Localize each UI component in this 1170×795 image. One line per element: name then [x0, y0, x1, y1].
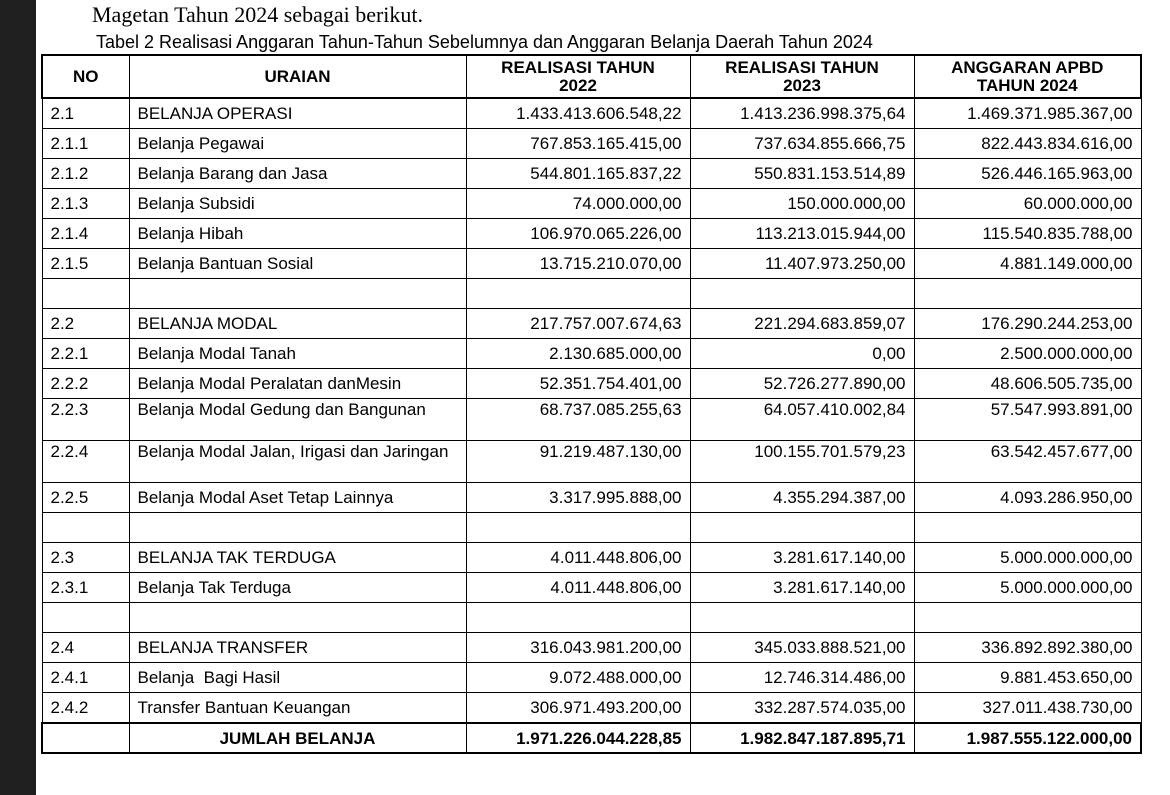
cell-no: 2.1.1 [42, 129, 129, 159]
header-realisasi-2022-line1: REALISASI TAHUN [501, 57, 655, 77]
cell-uraian: Belanja Barang dan Jasa [129, 159, 466, 189]
header-realisasi-2023 [690, 55, 914, 98]
empty-cell [466, 603, 690, 633]
table-row [42, 399, 1141, 441]
cell-no: 2.4 [42, 633, 129, 663]
cell-realisasi-2022: 9.072.488.000,00 [466, 663, 690, 693]
table-row [42, 219, 1141, 249]
cell-no: 2.1.4 [42, 219, 129, 249]
cell-realisasi-2023: 0,00 [690, 339, 914, 369]
cell-uraian: Belanja Subsidi [129, 189, 466, 219]
cell-realisasi-2022: 2.130.685.000,00 [466, 339, 690, 369]
cell-realisasi-2022: 544.801.165.837,22 [466, 159, 690, 189]
empty-cell [466, 513, 690, 543]
cell-realisasi-2023: 4.355.294.387,00 [690, 483, 914, 513]
cell-no: 2.2.3 [42, 399, 129, 441]
cell-no: 2.4.2 [42, 693, 129, 724]
header-realisasi-2023-line2: 2023 [783, 75, 821, 95]
empty-cell [914, 279, 1141, 309]
cell-anggaran-2024: 57.547.993.891,00 [914, 399, 1141, 441]
table-row [42, 189, 1141, 219]
left-dark-margin [0, 0, 36, 795]
cell-no: 2.1.2 [42, 159, 129, 189]
cell-no: 2.2.2 [42, 369, 129, 399]
cell-realisasi-2022: 106.970.065.226,00 [466, 219, 690, 249]
cell-no: 2.1.5 [42, 249, 129, 279]
cell-anggaran-2024: 60.000.000,00 [914, 189, 1141, 219]
header-anggaran-2024 [914, 55, 1141, 98]
empty-cell [690, 513, 914, 543]
cell-anggaran-2024: 822.443.834.616,00 [914, 129, 1141, 159]
cell-anggaran-2024: 2.500.000.000,00 [914, 339, 1141, 369]
cell-realisasi-2022: 52.351.754.401,00 [466, 369, 690, 399]
cell-uraian: Belanja Modal Gedung dan Bangunan [129, 399, 466, 441]
empty-cell [129, 513, 466, 543]
empty-cell [129, 279, 466, 309]
spacer-row [42, 603, 1141, 633]
table-row [42, 483, 1141, 513]
cell-no: 2.3.1 [42, 573, 129, 603]
cell-uraian: BELANJA MODAL [129, 309, 466, 339]
cell-realisasi-2023: 550.831.153.514,89 [690, 159, 914, 189]
cell-uraian: Belanja Hibah [129, 219, 466, 249]
cell-realisasi-2022: 306.971.493.200,00 [466, 693, 690, 724]
cell-uraian: Transfer Bantuan Keuangan [129, 693, 466, 724]
cell-anggaran-2024: 1.469.371.985.367,00 [914, 98, 1141, 129]
cell-anggaran-2024: 63.542.457.677,00 [914, 441, 1141, 483]
cell-realisasi-2023: 12.746.314.486,00 [690, 663, 914, 693]
header-anggaran-2024-line1: ANGGARAN APBD [951, 57, 1104, 77]
header-realisasi-2022-line2: 2022 [559, 75, 597, 95]
total-row [42, 723, 1141, 753]
cell-uraian: Belanja Bantuan Sosial [129, 249, 466, 279]
budget-table [41, 54, 1142, 754]
table-caption: Tabel 2 Realisasi Anggaran Tahun-Tahun Sebelumnya dan Anggaran Belanja Daerah Tahun 2024 [96, 32, 873, 52]
empty-cell [914, 603, 1141, 633]
table-row [42, 693, 1141, 724]
cell-realisasi-2023: 345.033.888.521,00 [690, 633, 914, 663]
header-anggaran-2024-line2: TAHUN 2024 [976, 75, 1078, 95]
spacer-row [42, 513, 1141, 543]
cell-no: 2.2.4 [42, 441, 129, 483]
cell-uraian: BELANJA OPERASI [129, 98, 466, 129]
intro-text: Magetan Tahun 2024 sebagai berikut. [92, 2, 424, 27]
cell-realisasi-2022: 316.043.981.200,00 [466, 633, 690, 663]
cell-realisasi-2022: 91.219.487.130,00 [466, 441, 690, 483]
cell-realisasi-2022: 217.757.007.674,63 [466, 309, 690, 339]
cell-realisasi-2023: 113.213.015.944,00 [690, 219, 914, 249]
table-row [42, 441, 1141, 483]
total-realisasi-2022: 1.971.226.044.228,85 [466, 723, 690, 753]
cell-anggaran-2024: 5.000.000.000,00 [914, 573, 1141, 603]
cell-realisasi-2022: 4.011.448.806,00 [466, 543, 690, 573]
cell-realisasi-2022: 3.317.995.888,00 [466, 483, 690, 513]
cell-anggaran-2024: 4.093.286.950,00 [914, 483, 1141, 513]
empty-cell [129, 603, 466, 633]
empty-cell [42, 279, 129, 309]
empty-cell [42, 603, 129, 633]
cell-realisasi-2023: 737.634.855.666,75 [690, 129, 914, 159]
total-anggaran-2024: 1.987.555.122.000,00 [914, 723, 1141, 753]
cell-no: 2.2.1 [42, 339, 129, 369]
cell-realisasi-2022: 767.853.165.415,00 [466, 129, 690, 159]
cell-anggaran-2024: 336.892.892.380,00 [914, 633, 1141, 663]
cell-uraian: Belanja Tak Terduga [129, 573, 466, 603]
total-realisasi-2023: 1.982.847.187.895,71 [690, 723, 914, 753]
cell-realisasi-2023: 52.726.277.890,00 [690, 369, 914, 399]
cell-realisasi-2023: 3.281.617.140,00 [690, 573, 914, 603]
table-row [42, 98, 1141, 129]
cell-anggaran-2024: 4.881.149.000,00 [914, 249, 1141, 279]
table-row [42, 249, 1141, 279]
header-no: NO [42, 55, 129, 98]
cell-realisasi-2023: 64.057.410.002,84 [690, 399, 914, 441]
empty-cell [42, 513, 129, 543]
cell-uraian: BELANJA TAK TERDUGA [129, 543, 466, 573]
cell-uraian: Belanja Modal Peralatan danMesin [129, 369, 466, 399]
header-realisasi-2022 [466, 55, 690, 98]
table-header-row [42, 55, 1141, 98]
cell-uraian: Belanja Bagi Hasil [129, 663, 466, 693]
header-realisasi-2023-line1: REALISASI TAHUN [725, 57, 879, 77]
empty-cell [690, 279, 914, 309]
cell-uraian: BELANJA TRANSFER [129, 633, 466, 663]
cell-anggaran-2024: 9.881.453.650,00 [914, 663, 1141, 693]
cell-realisasi-2023: 1.413.236.998.375,64 [690, 98, 914, 129]
cell-uraian: Belanja Modal Tanah [129, 339, 466, 369]
cell-uraian: Belanja Modal Jalan, Irigasi dan Jaringan [129, 441, 466, 483]
cell-no: 2.4.1 [42, 663, 129, 693]
cell-realisasi-2022: 74.000.000,00 [466, 189, 690, 219]
empty-cell [914, 513, 1141, 543]
table-row [42, 129, 1141, 159]
table-row [42, 663, 1141, 693]
cell-uraian: Belanja Pegawai [129, 129, 466, 159]
empty-cell [690, 603, 914, 633]
table-row [42, 159, 1141, 189]
cell-uraian: Belanja Modal Aset Tetap Lainnya [129, 483, 466, 513]
total-label: JUMLAH BELANJA [129, 723, 466, 753]
table-row [42, 369, 1141, 399]
cell-anggaran-2024: 115.540.835.788,00 [914, 219, 1141, 249]
table-row [42, 633, 1141, 663]
cell-anggaran-2024: 5.000.000.000,00 [914, 543, 1141, 573]
empty-cell [42, 723, 129, 753]
cell-no: 2.2 [42, 309, 129, 339]
cell-no: 2.2.5 [42, 483, 129, 513]
cell-realisasi-2023: 11.407.973.250,00 [690, 249, 914, 279]
table-row [42, 573, 1141, 603]
empty-cell [466, 279, 690, 309]
cell-realisasi-2022: 1.433.413.606.548,22 [466, 98, 690, 129]
cell-realisasi-2023: 3.281.617.140,00 [690, 543, 914, 573]
cell-anggaran-2024: 48.606.505.735,00 [914, 369, 1141, 399]
header-uraian: URAIAN [129, 55, 466, 98]
cell-no: 2.1 [42, 98, 129, 129]
cell-realisasi-2023: 332.287.574.035,00 [690, 693, 914, 724]
cell-realisasi-2022: 4.011.448.806,00 [466, 573, 690, 603]
table-row [42, 543, 1141, 573]
spacer-row [42, 279, 1141, 309]
cell-no: 2.1.3 [42, 189, 129, 219]
cell-realisasi-2023: 100.155.701.579,23 [690, 441, 914, 483]
cell-anggaran-2024: 526.446.165.963,00 [914, 159, 1141, 189]
cell-anggaran-2024: 327.011.438.730,00 [914, 693, 1141, 724]
table-row [42, 339, 1141, 369]
cell-no: 2.3 [42, 543, 129, 573]
cell-anggaran-2024: 176.290.244.253,00 [914, 309, 1141, 339]
cell-realisasi-2022: 13.715.210.070,00 [466, 249, 690, 279]
table-row [42, 309, 1141, 339]
cell-realisasi-2023: 221.294.683.859,07 [690, 309, 914, 339]
cell-realisasi-2023: 150.000.000,00 [690, 189, 914, 219]
cell-realisasi-2022: 68.737.085.255,63 [466, 399, 690, 441]
